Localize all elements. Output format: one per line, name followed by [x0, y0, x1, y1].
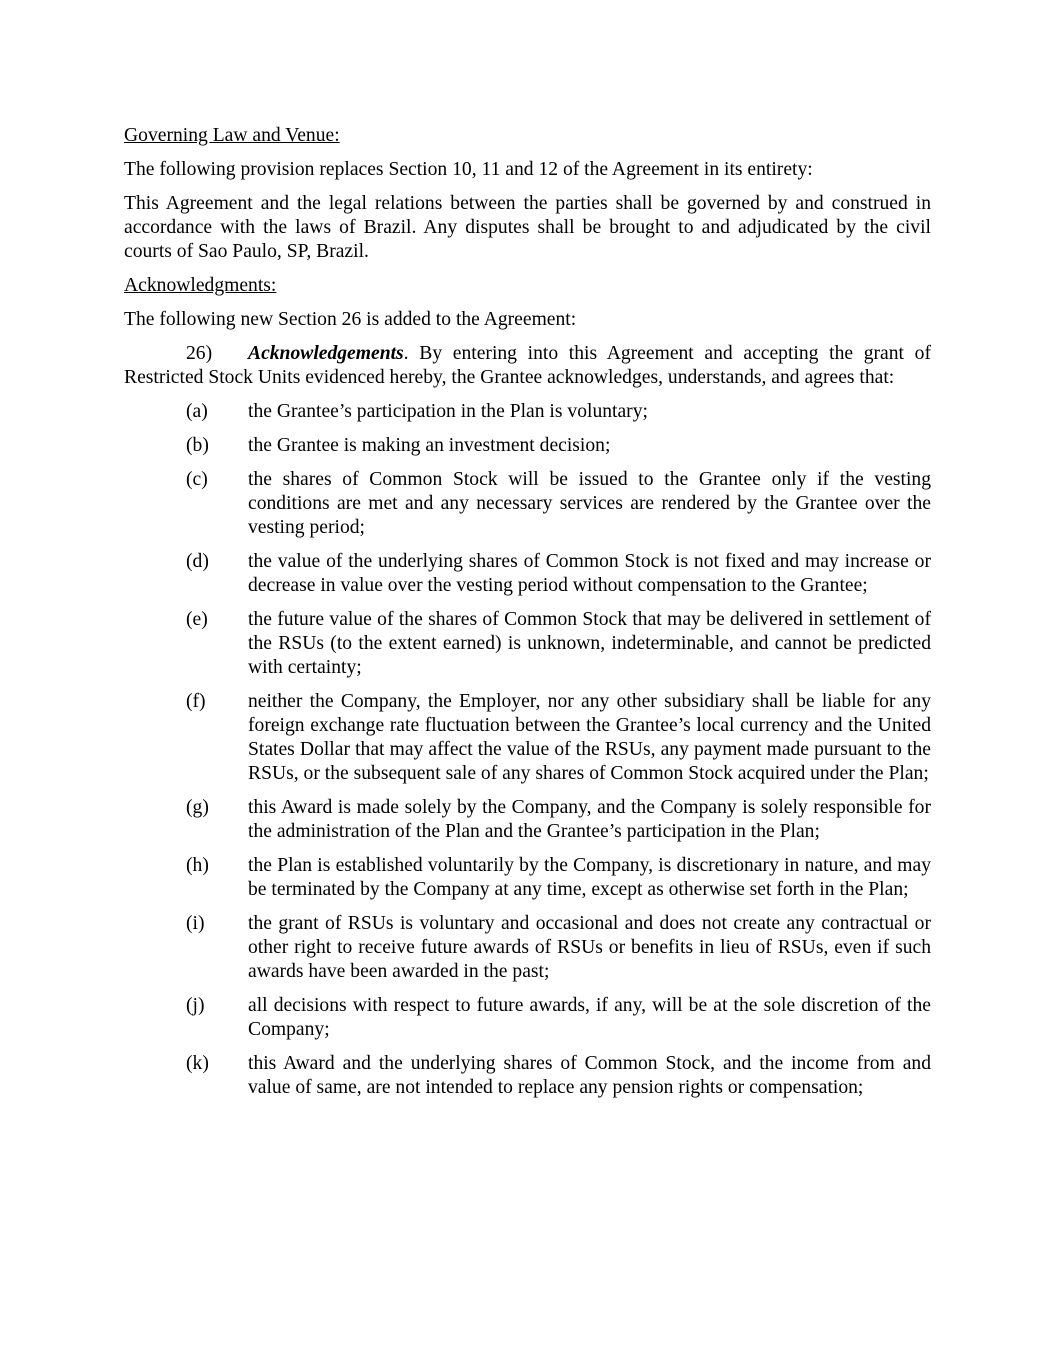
- list-item-text: the value of the underlying shares of Common Stock is not fixed and may increase or decrease in value over the vesting period without compensation to the Grantee;: [248, 551, 931, 596]
- list-item-label: (i): [186, 913, 205, 934]
- list-item: [186, 912, 931, 984]
- list-item-text: the shares of Common Stock will be issued to the Grantee only if the vesting conditions are met and any necessary services are rendered by the Grantee over the vesting period;: [248, 469, 931, 538]
- list-item-label: (e): [186, 609, 208, 630]
- list-item: [186, 550, 931, 598]
- section-intro-text: By entering into this Agreement and accepting the grant of Restricted Stock Units evidenced hereby, the Grantee acknowledges, understands, and agrees that:: [124, 343, 931, 388]
- list-item-label: (g): [186, 797, 209, 818]
- section-number: 26): [186, 343, 213, 364]
- list-item-text: all decisions with respect to future awards, if any, will be at the sole discretion of the Company;: [248, 995, 931, 1040]
- list-item-text: the Grantee’s participation in the Plan is voluntary;: [248, 401, 648, 422]
- list-item-text: neither the Company, the Employer, nor any other subsidiary shall be liable for any foreign exchange rate fluctuation between the Grantee’s local currency and the United States Dollar that may affect the value of the RSUs, any payment made pursuant to the RSUs, or the subsequent sale of any shares of Common Stock acquired under the Plan;: [248, 691, 931, 784]
- list-item-label: (a): [186, 401, 208, 422]
- list-item-label: (f): [186, 691, 206, 712]
- governing-law-paragraph: This Agreement and the legal relations between the parties shall be governed by and construed in accordance with the laws of Brazil. Any disputes shall be brought to and adjudicated by the civil courts of Sao Paulo, SP, Brazil.: [124, 193, 931, 262]
- list-item-label: (d): [186, 551, 209, 572]
- list-item-label: (j): [186, 995, 205, 1016]
- list-item-label: (c): [186, 469, 208, 490]
- list-item: [186, 468, 931, 540]
- list-item-text: the Plan is established voluntarily by the Company, is discretionary in nature, and may be terminated by the Company at any time, except as otherwise set forth in the Plan;: [248, 855, 931, 900]
- list-item: [186, 400, 931, 424]
- list-item: [186, 796, 931, 844]
- section-title: Acknowledgements: [248, 343, 404, 364]
- governing-law-heading: Governing Law and Venue:: [124, 125, 340, 146]
- section-title-punct: .: [403, 343, 409, 364]
- list-item-text: the future value of the shares of Common Stock that may be delivered in settlement of the RSUs (to the extent earned) is unknown, indeterminable, and cannot be predicted with certainty;: [248, 609, 931, 678]
- list-item-text: the grant of RSUs is voluntary and occasional and does not create any contractual or other right to receive future awards of RSUs or benefits in lieu of RSUs, even if such awards have been awarded in the past;: [248, 913, 931, 982]
- list-item-text: this Award is made solely by the Company, and the Company is solely responsible for the administration of the Plan and the Grantee’s participation in the Plan;: [248, 797, 931, 842]
- list-item-text: the Grantee is making an investment decision;: [248, 435, 611, 456]
- list-item: [186, 1052, 931, 1100]
- acknowledgment-list: [124, 400, 931, 1100]
- list-item: [186, 854, 931, 902]
- replacement-note: The following provision replaces Section 10, 11 and 12 of the Agreement in its entirety:: [124, 159, 813, 180]
- list-item: [186, 690, 931, 786]
- list-item: [186, 994, 931, 1042]
- list-item: [186, 434, 931, 458]
- list-item-text: this Award and the underlying shares of Common Stock, and the income from and value of same, are not intended to replace any pension rights or compensation;: [248, 1053, 931, 1098]
- section-26-paragraph: [124, 342, 931, 390]
- list-item-label: (h): [186, 855, 209, 876]
- list-item-label: (k): [186, 1053, 209, 1074]
- document-page: [124, 124, 931, 1110]
- new-section-note: The following new Section 26 is added to the Agreement:: [124, 309, 577, 330]
- list-item: [186, 608, 931, 680]
- list-item-label: (b): [186, 435, 209, 456]
- acknowledgments-heading: Acknowledgments:: [124, 275, 277, 296]
